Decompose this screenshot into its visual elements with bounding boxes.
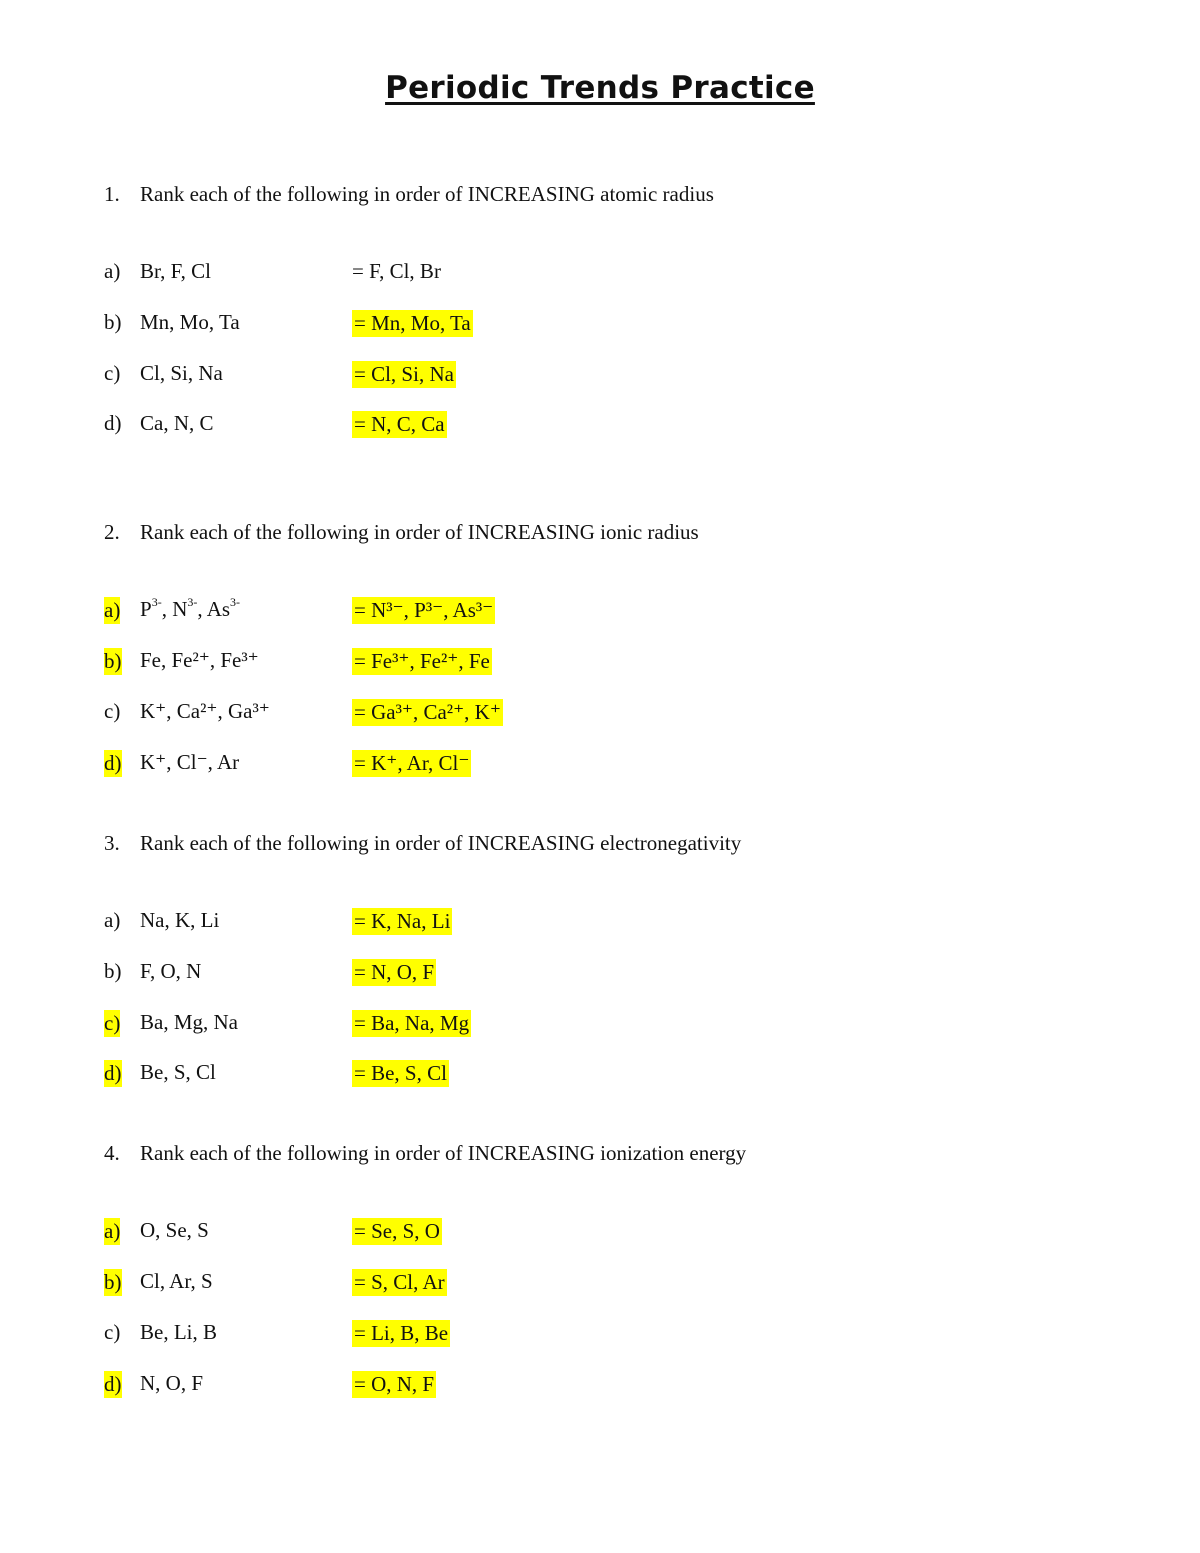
question-3-heading — [104, 831, 741, 856]
item-question: Na, K, Li — [140, 908, 220, 932]
question-number: 2. — [104, 520, 120, 544]
item-letter: b) — [104, 1270, 122, 1294]
question-text: Rank each of the following in order of INCREASING electronegativity — [140, 831, 742, 855]
item-answer: = Fe³⁺, Fe²⁺, Fe — [354, 649, 490, 673]
item-answer: = K, Na, Li — [354, 909, 451, 933]
page-title: Periodic Trends Practice — [385, 70, 815, 106]
item-question: K⁺, Cl⁻, Ar — [140, 750, 240, 774]
item-letter: a) — [104, 1219, 121, 1243]
item-letter: d) — [104, 411, 122, 435]
item-letter: a) — [104, 598, 121, 622]
item-answer: = Se, S, O — [354, 1219, 440, 1243]
item-letter: a) — [104, 908, 121, 932]
item-question: $P^{3-}$, $N^{3-}$, $As^{3-}$ — [140, 595, 241, 621]
question-number: 4. — [104, 1141, 120, 1165]
item-answer: = Li, B, Be — [354, 1321, 449, 1345]
item-letter: c) — [104, 699, 121, 723]
item-letter: d) — [104, 1061, 122, 1085]
item-question: Br, F, Cl — [140, 259, 211, 283]
item-question: F, O, N — [140, 959, 202, 983]
item-question: Cl, Ar, S — [140, 1269, 213, 1293]
item-question: O, Se, S — [140, 1218, 209, 1242]
item-answer: = N³⁻, P³⁻, As³⁻ — [354, 598, 494, 622]
item-letter: b) — [104, 959, 122, 983]
item-question: Cl, Si, Na — [140, 361, 223, 385]
question-2-heading — [104, 520, 699, 545]
item-answer: = N, C, Ca — [354, 412, 445, 436]
item-question: Be, Li, B — [140, 1320, 217, 1344]
item-letter: c) — [104, 1011, 121, 1035]
item-letter: d) — [104, 1372, 122, 1396]
item-answer: = K⁺, Ar, Cl⁻ — [354, 751, 470, 775]
question-number: 1. — [104, 182, 120, 206]
item-question: N, O, F — [140, 1371, 204, 1395]
item-letter: c) — [104, 1320, 121, 1344]
item-answer: = F, Cl, Br — [352, 259, 441, 283]
item-answer: = Ga³⁺, Ca²⁺, K⁺ — [354, 700, 501, 724]
item-letter: c) — [104, 361, 121, 385]
question-text: Rank each of the following in order of INCREASING atomic radius — [140, 182, 714, 206]
item-question: Fe, Fe²⁺, Fe³⁺ — [140, 648, 259, 672]
item-answer: = Mn, Mo, Ta — [354, 311, 471, 335]
item-answer: = Cl, Si, Na — [354, 362, 454, 386]
item-answer: = O, N, F — [354, 1372, 435, 1396]
question-text: Rank each of the following in order of INCREASING ionic radius — [140, 520, 699, 544]
item-letter: b) — [104, 649, 122, 673]
item-question: Mn, Mo, Ta — [140, 310, 240, 334]
item-question: K⁺, Ca²⁺, Ga³⁺ — [140, 699, 270, 723]
item-letter: b) — [104, 310, 122, 334]
question-text: Rank each of the following in order of INCREASING ionization energy — [140, 1141, 747, 1165]
item-answer: = S, Cl, Ar — [354, 1270, 445, 1294]
item-question: Ca, N, C — [140, 411, 214, 435]
question-number: 3. — [104, 831, 120, 855]
question-4-heading — [104, 1141, 746, 1166]
item-answer: = N, O, F — [354, 960, 435, 984]
item-letter: a) — [104, 259, 121, 283]
item-question: Be, S, Cl — [140, 1060, 216, 1084]
item-letter: d) — [104, 751, 122, 775]
item-answer: = Be, S, Cl — [354, 1061, 447, 1085]
question-1-heading — [104, 182, 714, 207]
item-answer: = Ba, Na, Mg — [354, 1011, 470, 1035]
item-question: Ba, Mg, Na — [140, 1010, 238, 1034]
